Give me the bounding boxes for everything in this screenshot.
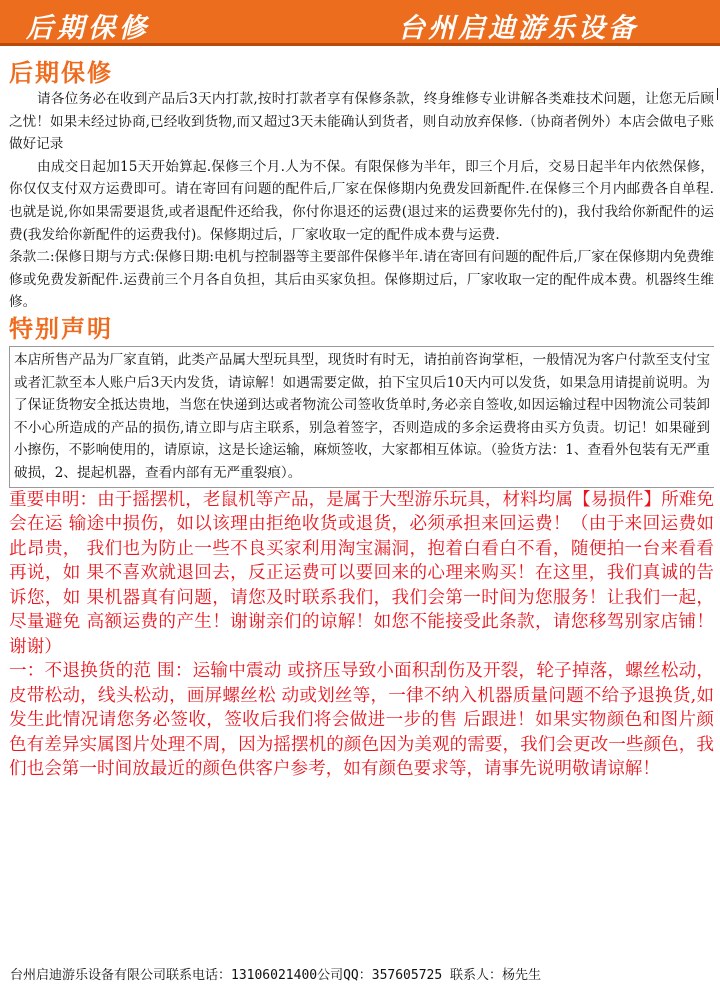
- notice-paragraph: 本店所售产品为厂家直销，此类产品属大型玩具型，现货时有时无，请拍前咨询掌柜，一般情况为客户付款至支付宝或者汇款至本人账户后3天内发货，请谅解！如遇需要定做，拍下宝贝后10天内可以发货，如果急用请提前说明。为了保证货物安全抵达贵地，当您在快递到达或者物流公司签收货单时,务必亲自签收,如因运输过程中因物流公司装卸不小心所造成的产品的损伤,请立即与店主联系，别急着签字，否则造成的多余运费将由买方负责。切记！如果碰到小擦伤，不影响使用的，请原谅，这是长途运输，麻烦签收，大家都相互体谅。（验货方法：1、查看外包装有无严重破损，2、提起机器，查看内部有无严重裂痕）。: [14, 351, 710, 481]
- edge-mark: [717, 88, 718, 100]
- main-content: [9, 58, 714, 782]
- important-statement: 重要申明：由于摇摆机，老鼠机等产品，是属于大型游乐玩具，材料均属【易损件】所难免会在运 输途中损伤，如以该理由拒绝收货或退货，必须承担来回运费！（由于来回运费如此昂贵， 我们也为防止一些不良买家利用淘宝漏洞，抱着白看白不看，随便拍一台来看看再说，如 果不喜欢就退回去，反正运费可以要回来的心理来购买！在这里，我们真诚的告诉您，如 果机器真有问题，请您及时联系我们，我们会第一时间为您服务！让我们一起，尽量避免 高额运费的产生！谢谢亲们的谅解！如您不能接受此条款，请您移驾别家店铺！谢谢）: [9, 489, 714, 657]
- banner-left-title: 后期保修: [26, 13, 150, 44]
- warranty-heading: 后期保修: [9, 59, 113, 87]
- banner-company-name: 台州启迪游乐设备: [398, 13, 638, 44]
- warranty-paragraph-2: 由成交日起加15天开始算起.保修三个月.人为不保。有限保修为半年，即三个月后，交易日起半年内依然保修，你仅仅支付双方运费即可。请在寄回有问题的配件后,厂家在保修期内免费发回新配件.在保修三个月内邮费各自单程.也就是说,你如果需要退货,或者退配件还给我，你付你退还的运费(退过来的运费要你先付的)，我付我给你新配件的运费(我发给你新配件的运费我付)。保修期过后，厂家收取一定的配件成本费与运费.: [9, 158, 714, 243]
- top-banner: [0, 0, 720, 46]
- warranty-paragraph-3: 条款二:保修日期与方式:保修日期:电机与控制器等主要部件保修半年.请在寄回有问题的配件后,厂家在保修期内免费维修或免费发新配件.运费前三个月各自负担，其后由买家负担。保修期过后，厂家收取一定的配件成本费。机器终生维修。: [9, 249, 714, 311]
- notice-heading: 特别声明: [9, 314, 113, 343]
- contact-footer: 台州启迪游乐设备有限公司联系电话：13106021400公司QQ：357605725 联系人：杨先生: [10, 968, 542, 983]
- warranty-paragraph-1: 请各位务必在收到产品后3天内打款,按时打款者享有保修条款，终身维修专业讲解各类难技术问题，让您无后顾之忧！如果未经过协商,已经收到货物,而又超过3天未能确认到货者，则自动放弃保修.（协商者例外）本店会做电子账做好记录: [9, 91, 714, 153]
- no-return-clause: 一：不退换货的范 围：运输中震动 或挤压导致小面积刮伤及开裂，轮子掉落，螺丝松动，皮带松动，线头松动，画屏螺丝松 动或划丝等，一律不纳入机器质量问题不给予退换货,如发生此情况请您务必签收，签收后我们将会做进一步的售 后跟进！如果实物颜色和图片颜色有差异实属图片处理不周，因为摇摆机的颜色因为美观的需要，我们会更改一些颜色，我们也会第一时间放最近的颜色供客户参考，如有颜色要求等，请事先说明敬请谅解！: [9, 661, 714, 779]
- notice-box: [9, 346, 714, 488]
